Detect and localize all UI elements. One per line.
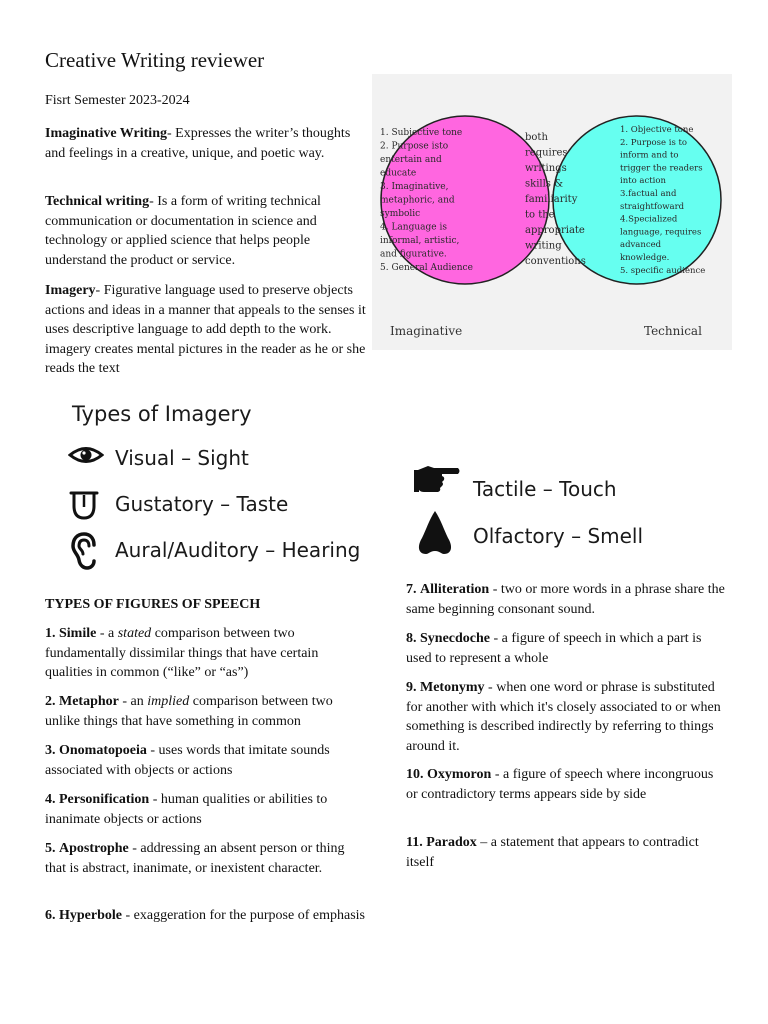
definition-text: - Figurative language used to preserve objects actions and ideas in a manner that appeals to the senses it uses descriptive language to add depth to the work. imagery creates mental pictures in the reader as he or she reads the text [45,283,366,376]
figures-heading: TYPES OF FIGURES OF SPEECH [45,597,261,612]
venn-right-line: inform and to [620,150,679,161]
figure-term: Metaphor [59,694,119,709]
venn-right-line: 2. Purpose is to [620,137,688,148]
venn-right-line: advanced [620,240,662,251]
eye-icon [68,444,104,466]
venn-left-line: 1. Subjective tone [380,128,463,138]
venn-center-line: both [525,132,548,143]
imagery-type-visual: Visual – Sight [115,446,249,470]
definition-imagery [45,281,367,379]
venn-center-line: writings [525,163,567,174]
figure-text: - a [96,626,118,641]
venn-right-line: into action [620,176,666,187]
definition-technical [45,192,367,270]
venn-right-line: 1. Objective tone [620,125,694,135]
figure-item-simile [45,624,365,683]
pointing-hand-icon [414,462,462,494]
venn-left-line: educate [380,168,417,179]
venn-left-line: informal, artistic, [380,236,460,246]
venn-right-line: 5. specific audience [620,265,706,276]
imagery-type-tactile: Tactile – Touch [473,477,617,501]
venn-left-label: Imaginative [390,324,463,338]
ear-icon [70,532,100,570]
figure-emphasis: implied [147,694,190,709]
venn-left-line: entertain and [380,155,442,165]
figure-number: 2. [45,694,56,709]
figure-term: Oxymoron [427,767,492,782]
figure-term: Metonymy [420,680,485,695]
imagery-type-gustatory: Gustatory – Taste [115,492,289,516]
venn-right-line: straightfoward [620,201,685,212]
figure-item-paradox [406,833,726,872]
figure-text: - exaggeration for the purpose of emphasis [122,908,365,923]
semester-label: Fisrt Semester 2023-2024 [45,93,190,108]
definition-text: - Is a form of writing technical communication or documentation in science and technology or applied science that helps people understand the product or service. [45,194,321,268]
figure-item-personification [45,790,365,829]
definition-term: Technical writing [45,194,150,209]
figure-number: 9. [406,680,417,695]
figure-term: Synecdoche [420,631,490,646]
figure-item-onomatopoeia [45,741,365,780]
venn-right-line: language, requires [620,227,702,238]
venn-left-line: 3. Imaginative, [380,182,449,192]
figure-term: Paradox [426,835,477,850]
venn-center-line: requires [525,147,568,159]
venn-center-line: to the [525,209,555,221]
page-title: Creative Writing reviewer [45,48,265,72]
figure-item-synecdoche [406,629,726,668]
imagery-heading: Types of Imagery [72,402,252,426]
figure-term: Alliteration [420,582,490,597]
figure-item-metonymy [406,678,726,756]
nose-icon [416,510,454,556]
figure-term: Hyperbole [59,908,122,923]
venn-center-line: conventions [525,256,586,267]
figure-text-rest: comparison between two unlike things that have something in common [45,694,333,729]
figure-item-oxymoron [406,765,726,804]
figure-number: 7. [406,582,417,597]
figure-number: 4. [45,792,56,807]
venn-left-line: 2. Purpose isto [380,141,449,152]
figure-number: 3. [45,743,56,758]
figure-text-rest: comparison between two fundamentally dissimilar things that have certain qualities in common (“like” or “as”) [45,626,319,680]
figure-item-metaphor [45,692,365,731]
figure-number: 11. [406,835,423,850]
figure-item-alliteration [406,580,726,619]
venn-diagram [372,74,732,350]
figure-text: - two or more words in a phrase share the same beginning consonant sound. [406,582,725,617]
venn-left-line: symbolic [380,209,421,219]
figure-number: 5. [45,841,56,856]
figure-number: 8. [406,631,417,646]
figure-item-apostrophe [45,839,365,878]
figure-term: Simile [59,626,97,641]
figure-text: - a figure of speech where incongruous or contradictory terms appears side by side [406,767,714,802]
figure-number: 1. [45,626,56,641]
venn-center-line: familiarity [525,194,578,205]
venn-center-line: appropriate [525,225,585,236]
figure-text: - uses words that imitate sounds associated with objects or actions [45,743,330,778]
venn-right-line: knowledge. [620,253,670,263]
figure-text: - when one word or phrase is substituted for another with which it's closely associated to or when something is described indirectly by referring to things around it. [406,680,721,754]
venn-left-line: 5. General Audience [380,263,473,273]
venn-center-line: writing [525,240,562,252]
figure-number: 6. [45,908,56,923]
venn-right-line: trigger the readers [620,163,703,174]
venn-left-line: metaphoric, and [380,195,455,206]
venn-right-label: Technical [644,324,702,338]
figure-term: Apostrophe [59,841,129,856]
venn-right-line: 4.Specialized [620,214,678,225]
figure-term: Personification [59,792,150,807]
definition-term: Imagery [45,283,96,298]
figure-item-hyperbole [45,906,365,926]
tongue-icon [68,490,100,520]
imagery-type-aural: Aural/Auditory – Hearing [115,538,361,562]
figure-text: - a figure of speech in which a part is used to represent a whole [406,631,702,666]
venn-right-line: 3.factual and [620,189,677,199]
figure-text: - an [118,694,148,709]
figure-emphasis: stated [117,626,152,641]
definition-text: - Expresses the writer’s thoughts and feelings in a creative, unique, and poetic way. [45,126,351,161]
figure-text: - human qualities or abilities to inanimate objects or actions [45,792,328,827]
venn-left-line: and figurative. [380,249,447,260]
venn-left-line: 4. Language is [380,222,447,233]
definition-term: Imaginative Writing [45,126,167,141]
figure-text: - addressing an absent person or thing that is abstract, inanimate, or inexistent character. [45,841,345,876]
definition-imaginative [45,124,367,163]
venn-center-line: skills & [525,178,563,190]
figure-number: 10. [406,767,424,782]
figure-text: – a statement that appears to contradict itself [406,835,699,870]
figure-term: Onomatopoeia [59,743,147,758]
imagery-type-olfactory: Olfactory – Smell [473,524,644,548]
